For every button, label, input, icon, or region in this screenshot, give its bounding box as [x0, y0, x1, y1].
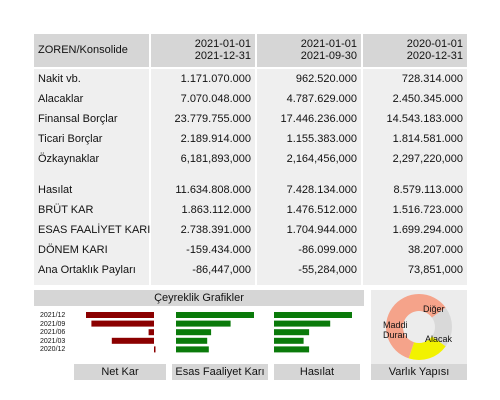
bar [274, 346, 309, 352]
period-end: 2021-09-30 [300, 50, 357, 62]
esas-faaliyet-kari-chart [176, 310, 260, 358]
row-label: Ana Ortaklık Payları [38, 264, 136, 276]
row-value: 7.070.048.000 [180, 93, 251, 105]
row-value: 1.699.294.000 [392, 224, 463, 236]
net-kar-label: Net Kar [74, 364, 166, 380]
row-label: Özkaynaklar [38, 153, 100, 165]
period-header [151, 34, 255, 67]
row-label: ESAS FAALİYET KARI [38, 224, 151, 236]
esas-faaliyet-kari-label: Esas Faaliyet Karı [172, 364, 268, 380]
bar [154, 346, 156, 352]
row-value: 962.520.000 [295, 73, 357, 85]
row-value: 728.314.000 [401, 73, 463, 85]
row-value: 38.207.000 [407, 244, 463, 256]
row-label: Hasılat [38, 184, 73, 196]
period-label: 2021/12 [40, 312, 66, 319]
row-value: -55,284,000 [298, 264, 357, 276]
row-value: 73,851,000 [407, 264, 463, 276]
bar [274, 312, 352, 318]
row-value: 6,181,893,000 [180, 153, 251, 165]
row-value: 1.155.383.000 [286, 133, 357, 145]
row-value: 2,164,456,000 [286, 153, 357, 165]
bar [274, 338, 304, 344]
quarterly-charts-title: Çeyreklik Grafikler [34, 290, 364, 306]
row-label: BRÜT KAR [38, 204, 94, 216]
row-value: 17.446.236.000 [280, 113, 357, 125]
row-value: 14.543.183.000 [386, 113, 463, 125]
row-value: 1.171.070.000 [180, 73, 251, 85]
row-value: 1.814.581.000 [392, 133, 463, 145]
row-value: 2.189.914.000 [180, 133, 251, 145]
period-label: 2021/06 [40, 329, 66, 337]
period-label: 2021/03 [40, 337, 66, 345]
bar [176, 321, 231, 327]
row-label: DÖNEM KARI [38, 244, 108, 256]
row-label: Alacaklar [38, 93, 84, 105]
bar [176, 312, 254, 318]
row-label: Nakit vb. [38, 73, 81, 85]
row-value: 8.579.113.000 [393, 184, 463, 196]
period-label: 2021/09 [40, 320, 66, 328]
bar [91, 321, 154, 327]
period-start: 2021-01-01 [300, 38, 357, 50]
period-header [363, 34, 467, 67]
row-value: 23.779.755.000 [174, 113, 251, 125]
bar [176, 329, 211, 335]
row-value: -86,447,000 [192, 264, 251, 276]
row-value: 2,297,220,000 [392, 153, 463, 165]
bar [176, 346, 209, 352]
net-kar-chart [84, 310, 158, 358]
bar [274, 321, 330, 327]
period-start: 2020-01-01 [406, 38, 463, 50]
table-header-label-cell [34, 34, 149, 67]
asset-structure-pie [377, 292, 461, 362]
row-value: 2.450.345.000 [392, 93, 463, 105]
period-end: 2021-12-31 [194, 50, 251, 62]
period-label: 2020/12 [40, 346, 66, 354]
row-value: 11.634.808.000 [175, 184, 251, 196]
pie-label: Diğer [423, 304, 445, 314]
row-value: 1.863.112.000 [181, 204, 251, 216]
bar [149, 329, 154, 335]
row-value: -159.434.000 [186, 244, 251, 256]
table-header-label: ZOREN/Konsolide [38, 44, 128, 56]
row-label: Finansal Borçlar [38, 113, 118, 125]
asset-structure-label: Varlık Yapısı [371, 364, 467, 380]
period-end: 2020-12-31 [406, 50, 463, 62]
row-label: Ticari Borçlar [38, 133, 103, 145]
period-start: 2021-01-01 [194, 38, 251, 50]
pie-label: Maddi Duran [383, 320, 408, 340]
pie-label: Alacak [425, 334, 453, 344]
bar [274, 329, 309, 335]
row-value: 1.516.723.000 [392, 204, 463, 216]
row-value: -86.099.000 [298, 244, 357, 256]
row-value: 2.738.391.000 [180, 224, 251, 236]
row-value: 7.428.134.000 [286, 184, 357, 196]
row-value: 4.787.629.000 [286, 93, 357, 105]
hasilat-label: Hasılat [274, 364, 360, 380]
hasilat-chart [274, 310, 358, 358]
row-value: 1.476.512.000 [286, 204, 357, 216]
row-value: 1.704.944.000 [286, 224, 357, 236]
period-header [257, 34, 361, 67]
bar [176, 338, 207, 344]
bar [86, 312, 154, 318]
bar [112, 338, 154, 344]
